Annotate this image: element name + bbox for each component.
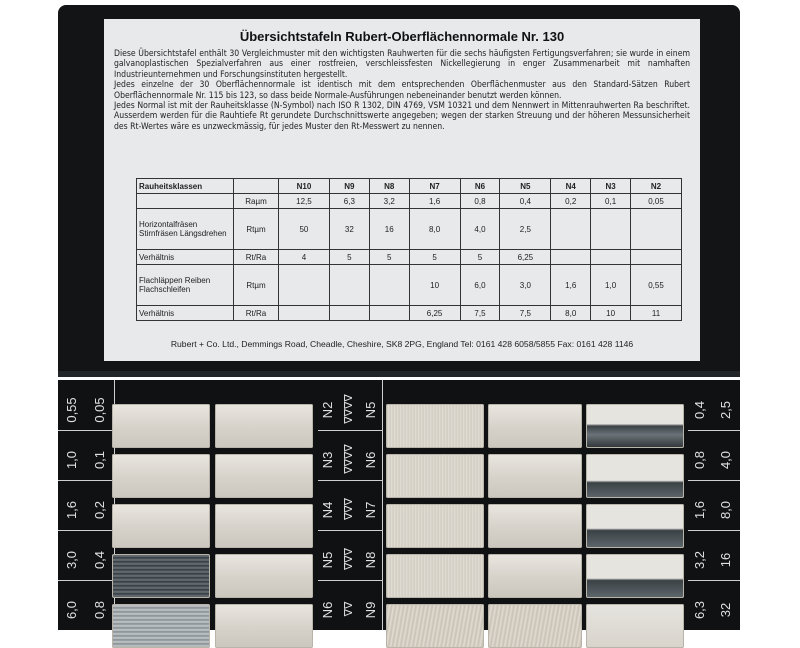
table-cell: 0,8 — [460, 194, 500, 209]
table-cell: N4 — [551, 179, 591, 194]
card-body — [114, 49, 690, 132]
sample-tray — [58, 380, 740, 630]
sample-block — [215, 554, 313, 598]
divider — [58, 430, 114, 431]
table-cell: 2,5 — [500, 209, 551, 250]
roughness-symbol: ∇∇ — [343, 601, 355, 617]
table-cell — [329, 265, 369, 306]
table-cell: N5 — [500, 179, 551, 194]
sample-block — [215, 504, 313, 548]
n-label: N5 — [363, 401, 378, 419]
sample-block — [112, 404, 210, 448]
sample-block — [488, 604, 582, 648]
table-cell — [234, 179, 279, 194]
table-cell — [137, 194, 234, 209]
ra-label: 0,8 — [692, 450, 707, 470]
table-cell: Rt/Ra — [234, 306, 279, 321]
table-cell: Raµm — [234, 194, 279, 209]
table-cell: 8,0 — [551, 306, 591, 321]
table-cell: 6,3 — [329, 194, 369, 209]
table-cell — [369, 306, 409, 321]
table-cell — [329, 306, 369, 321]
sample-block — [386, 554, 484, 598]
rt-label: 4,0 — [718, 450, 733, 470]
ra-label: 0,8 — [92, 600, 107, 620]
sample-block — [386, 404, 484, 448]
table-cell — [279, 306, 330, 321]
card-paragraph: Jedes Normal ist mit der Rauheitsklasse (N-Symbol) nach ISO R 1302, DIN 4769, VSM 10321 und dem Nennwert in Mittenrauhwerten Ra beschriftet. Ausserdem werden für die Rauhtiefe Rt gerundete Durchschnittswerte angegeben; wegen der starken Streuung und der höheren Messunsicherheit des Rt-Wertes wäre es unzweckmässig, für jedes Muster den Rt-Messwert zu nennen. — [114, 101, 690, 132]
table-cell: 7,5 — [500, 306, 551, 321]
roughness-table — [136, 178, 682, 321]
n-label: N3 — [320, 451, 335, 469]
table-cell: 4 — [279, 250, 330, 265]
table-row — [137, 194, 682, 209]
divider — [318, 430, 382, 431]
table-cell: 0,4 — [500, 194, 551, 209]
table-cell: 10 — [409, 265, 460, 306]
table-cell: 16 — [369, 209, 409, 250]
sample-block — [488, 554, 582, 598]
rt-label: 16 — [718, 552, 733, 568]
divider — [688, 480, 740, 481]
table-cell: N6 — [460, 179, 500, 194]
roughness-symbol: ∇∇∇∇ — [343, 394, 355, 424]
sample-block — [488, 504, 582, 548]
info-card — [104, 19, 700, 361]
divider — [58, 530, 114, 531]
ra-label: 1,6 — [692, 500, 707, 520]
divider — [318, 530, 382, 531]
ra-label: 3,2 — [692, 550, 707, 570]
right-rt-strip — [712, 380, 740, 630]
card-paragraph: Jedes einzelne der 30 Oberflächennormale ist identisch mit dem entsprechenden Oberflächenmuster aus den Standard-Sätzen Rubert Oberflächennormale Nr. 115 bis 123, so dass beide Normale-Ausführungen nebeneinander benutzt werden können. — [114, 80, 690, 101]
table-cell — [631, 209, 682, 250]
ra-label: 0,05 — [92, 397, 107, 423]
table-cell — [369, 265, 409, 306]
left-ra-strip — [86, 380, 114, 630]
ra-label: 0,4 — [692, 400, 707, 420]
table-cell: 50 — [279, 209, 330, 250]
table-cell: 8,0 — [409, 209, 460, 250]
rt-label: 8,0 — [718, 500, 733, 520]
left-rt-strip — [58, 380, 86, 630]
sample-block — [586, 404, 684, 448]
table-cell: Verhältnis — [137, 250, 234, 265]
divider — [58, 480, 114, 481]
table-cell — [279, 265, 330, 306]
table-cell: 5 — [460, 250, 500, 265]
table-cell: N3 — [591, 179, 631, 194]
divider — [382, 380, 383, 630]
table-cell: 1,0 — [591, 265, 631, 306]
divider — [318, 480, 382, 481]
table-header-row — [137, 179, 682, 194]
rt-label: 0,55 — [64, 397, 79, 423]
card-title: Übersichtstafeln Rubert-Oberflächennormale Nr. 130 — [239, 29, 565, 44]
table-cell: 0,55 — [631, 265, 682, 306]
divider — [688, 530, 740, 531]
table-cell: 6,25 — [500, 250, 551, 265]
table-cell: 10 — [591, 306, 631, 321]
table-cell: 0,05 — [631, 194, 682, 209]
table-cell: 0,1 — [591, 194, 631, 209]
n-label: N2 — [320, 401, 335, 419]
center-n-strip — [318, 380, 338, 630]
sample-block — [112, 454, 210, 498]
card-paragraph: Diese Übersichtstafel enthält 30 Vergleichmuster mit den wichtigsten Rauhwerten für die sechs häufigsten Fertigungsverfahren; sie wurde in einem galvanoplastischen Spezialverfahren aus einer rostfreien, verschleissfesten Nickellegierung in enger Zusammenarbeit mit namhaften Industrieunternehmen und Forschungsinstituten hergestellt. — [114, 49, 690, 80]
table-row — [137, 250, 682, 265]
ra-label: 0,4 — [92, 550, 107, 570]
table-cell: 4,0 — [460, 209, 500, 250]
roughness-symbol: ∇∇∇ — [343, 547, 355, 571]
table-cell — [591, 250, 631, 265]
table-cell: Flachläppen Reiben Flachschleifen — [137, 265, 234, 306]
table-cell: 5 — [329, 250, 369, 265]
sample-block — [488, 454, 582, 498]
ra-label: 0,2 — [92, 500, 107, 520]
sample-block — [586, 454, 684, 498]
rt-label: 6,0 — [64, 600, 79, 620]
divider — [58, 580, 114, 581]
sample-block — [215, 454, 313, 498]
sample-block — [488, 404, 582, 448]
table-cell: Rt/Ra — [234, 250, 279, 265]
rt-label: 3,0 — [64, 550, 79, 570]
table-cell: N10 — [279, 179, 330, 194]
table-cell: N7 — [409, 179, 460, 194]
n-label: N5 — [320, 551, 335, 569]
n-label: N6 — [320, 601, 335, 619]
n-label: N4 — [320, 501, 335, 519]
table-cell: 6,25 — [409, 306, 460, 321]
table-cell — [631, 250, 682, 265]
table-cell: 1,6 — [551, 265, 591, 306]
table-cell: N2 — [631, 179, 682, 194]
sample-block — [215, 404, 313, 448]
n-label: N9 — [363, 601, 378, 619]
divider — [688, 430, 740, 431]
table-cell: 3,2 — [369, 194, 409, 209]
right-ra-strip — [688, 380, 712, 630]
table-row — [137, 306, 682, 321]
center-n2-strip — [360, 380, 382, 630]
ra-label: 0,1 — [92, 450, 107, 470]
table-cell: Rtµm — [234, 265, 279, 306]
table-row — [137, 265, 682, 306]
divider — [688, 580, 740, 581]
table-cell: N9 — [329, 179, 369, 194]
table-cell: 12,5 — [279, 194, 330, 209]
n-label: N7 — [363, 501, 378, 519]
sample-block — [386, 504, 484, 548]
table-cell — [551, 250, 591, 265]
card-footer: Rubert + Co. Ltd., Demmings Road, Cheadle, Cheshire, SK8 2PG, England Tel: 0161 428 6058/5855 Fax: 0161 428 1146 — [170, 339, 634, 349]
sample-block — [112, 504, 210, 548]
table-cell: 32 — [329, 209, 369, 250]
table-cell: 1,6 — [409, 194, 460, 209]
roughness-symbol: ∇∇∇ — [343, 497, 355, 521]
table-cell: Horizontalfräsen Stirnfräsen Längsdrehen — [137, 209, 234, 250]
sample-block — [586, 504, 684, 548]
table-row — [137, 209, 682, 250]
rt-label: 2,5 — [718, 400, 733, 420]
rt-label: 32 — [718, 602, 733, 618]
table-cell: 3,0 — [500, 265, 551, 306]
table-cell: 5 — [409, 250, 460, 265]
table-cell: Verhältnis — [137, 306, 234, 321]
n-label: N8 — [363, 551, 378, 569]
rt-label: 1,0 — [64, 450, 79, 470]
table-cell: Rauheitsklassen — [137, 179, 234, 194]
table-cell — [551, 209, 591, 250]
center-symbol-strip — [338, 380, 360, 630]
sample-block — [112, 604, 210, 648]
table-cell: 0,2 — [551, 194, 591, 209]
divider — [318, 580, 382, 581]
sample-block — [586, 554, 684, 598]
table-cell: 7,5 — [460, 306, 500, 321]
roughness-symbol: ∇∇∇∇ — [343, 444, 355, 474]
table-cell — [591, 209, 631, 250]
sample-block — [386, 604, 484, 648]
table-cell: 5 — [369, 250, 409, 265]
table-cell: Rtµm — [234, 209, 279, 250]
table-cell: N8 — [369, 179, 409, 194]
table-cell: 11 — [631, 306, 682, 321]
sample-block — [586, 604, 684, 648]
sample-block — [215, 604, 313, 648]
sample-block — [386, 454, 484, 498]
n-label: N6 — [363, 451, 378, 469]
rt-label: 1,6 — [64, 500, 79, 520]
ra-label: 6,3 — [692, 600, 707, 620]
table-cell: 6,0 — [460, 265, 500, 306]
sample-block — [112, 554, 210, 598]
